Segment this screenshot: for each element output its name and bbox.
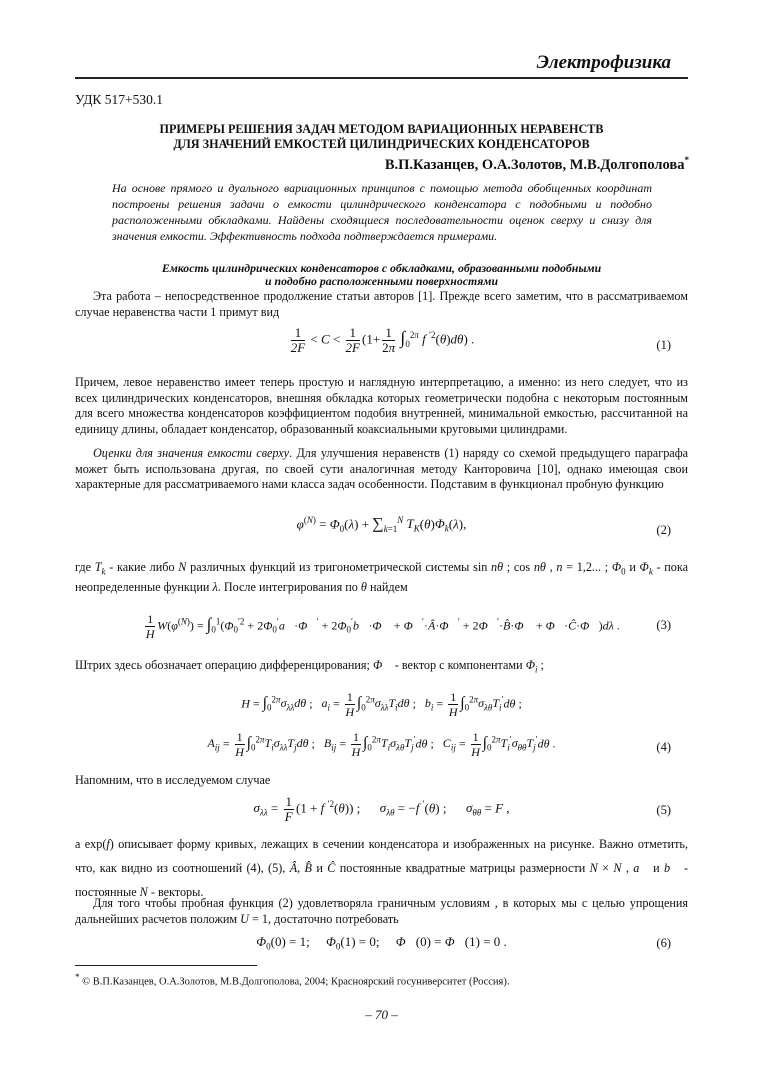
upper-bounds-text: . Для улучшения неравенств (1) наряду со схемой предыдущего параграфа может быть использована другая, по своей сути аналогичная методу Канторовича [10], однако имеющая свои характерные для рассматриваемого нами класса задач особенности. Подставим в функционал пробную функцию xyxy=(75,446,689,492)
text-constant: - постоянные xyxy=(75,861,689,899)
equation-number-5: (5) xyxy=(656,803,671,817)
text-matrices: постоянные квадратные матрицы размерности xyxy=(339,861,586,875)
header-rule xyxy=(75,77,688,79)
text-trig-system: различных функций из тригонометрической системы xyxy=(190,560,470,574)
equation-1: $\frac{1}{2F}$ < C < $\frac{1}{2F}$ (1+ $\frac{1}{2\pi}$ $\int_0^{2\pi}$ f $^{'2}$(θ)dθ) . xyxy=(290,325,475,355)
paragraph-matrices: а exp(f) описывает форму кривых, лежащих в сечении конденсатора и изображенных на рисунке. Важно отметить, что, как видно из соотношений (4), (5), Â, B̂ и Ĉ постоянные квадратные матрицы размерности N × N , a⃗ и b⃗ - постоянные N - векторы. xyxy=(75,837,689,899)
text-where: где xyxy=(75,560,92,574)
journal-section-title: Электрофизика xyxy=(536,52,671,73)
paragraph-upper-bounds xyxy=(75,446,688,493)
text-describes: описывает форму кривых, лежащих в сечении конденсатора и изображенных на рисунке. Важно отметить, что, как видно из соотношений (4), (5), xyxy=(75,837,688,875)
page-number: – 70 – xyxy=(365,1007,398,1022)
paragraph-prime: Штрих здесь обозначает операцию дифференцирования; Φ⃗ - вектор с компонентами $\Phi_i$ ; xyxy=(75,658,544,675)
paragraph-intro: Эта работа – непосредственное продолжение статьи авторов [1]. Прежде всего заметим, что в рассматриваемом случае неравенства части 1 примут вид xyxy=(75,289,688,319)
text-require: , достаточно потребовать xyxy=(268,911,399,926)
paragraph-interpretation: Причем, левое неравенство имеет теперь простую и наглядную интерпретацию, а именно: из него следует, что из всех цилиндрических конденсаторов, внешняя обкладка которых геометрически подобна с некоторым постоянным для всего множества конденсаторов коэффициентом подобия внутренней, минимальной емкостью, рассчитанной на единицу длины, обладает конденсатор, образованный коаксиальными круговыми цилиндрами. xyxy=(75,375,688,436)
equation-3: $\frac{1}{H}$ $W(\varphi^{(N)}) = \int_0^1(\Phi_0^{'2}$ + $2\Phi_0'a⃗\cdot\Phi⃗'$ + $2\Phi_0'b⃗\cdot\Phi⃗$ + Φ⃗′·Â·Φ⃗′ + 2Φ⃗′·B̂·Φ⃗ + Φ⃗·Ĉ·Φ⃗)dλ . xyxy=(145,612,620,641)
text-vector: - вектор с компонентами xyxy=(394,658,523,672)
udk-code: УДК 517+530.1 xyxy=(75,92,164,107)
text-vectors: - векторы. xyxy=(150,885,204,899)
equation-4a: $H = \int_0^{2\pi}\sigma_{\lambda\lambda}d\theta$ ; $a_i$ = $\frac{1}{H}$ $\int_0^{2\pi}\sigma_{\lambda\lambda}T_id\theta$ ; $b_i$ = $\frac{1}{H}$ $\int_0^{2\pi}\sigma_{\lambda\theta}T_i'd\theta$ ; xyxy=(241,690,522,719)
authors xyxy=(385,155,689,174)
paragraph-trial-functions: где $T_k$ - какие либо N различных функций из тригонометрической системы sin nθ ; cos nθ , n = 1,2... ; $\Phi_0$ и $\Phi_k$ - пока неопределенные функции λ. После интегрирования по θ найдем xyxy=(75,560,689,595)
text-find: найдем xyxy=(369,580,408,595)
footnote-rule xyxy=(75,965,257,966)
upper-bounds-heading: Оценки для значения емкости сверху xyxy=(93,446,290,460)
text-and: а xyxy=(75,837,81,851)
paper-title-line-2: ДЛЯ ЗНАЧЕНИЙ ЕМКОСТЕЙ ЦИЛИНДРИЧЕСКИХ КОНДЕНСАТОРОВ xyxy=(173,137,590,151)
equation-5: $\sigma_{\lambda\lambda}$ = $\frac{1}{F}$ (1 + f $^{'2}$(θ)) ; $\sigma_{\lambda\theta} = -f$ ′(θ) ; $\sigma_{\theta\theta} = F$ , xyxy=(253,794,510,824)
text-prime: Штрих здесь обозначает операцию дифференцирования; xyxy=(75,658,370,672)
section-heading-line-2: и подобно расположенными поверхностями xyxy=(265,274,498,288)
equation-number-4: (4) xyxy=(656,740,671,754)
text-boundary: Для того чтобы пробная функция (2) удовлетворяла граничным условиям , в которых мы с целью упрощения дальнейших расчетов положим xyxy=(75,896,688,926)
text-after-integration: . После интегрирования по xyxy=(217,580,358,595)
paper-title-line-1: ПРИМЕРЫ РЕШЕНИЯ ЗАДАЧ МЕТОДОМ ВАРИАЦИОННЫХ НЕРАВЕНСТВ xyxy=(159,122,604,136)
footnote-text: © В.П.Казанцев, О.А.Золотов, М.В.Долгополова, 2004; Красноярский госуниверситет (Россия). xyxy=(82,976,510,988)
equation-4b: $A_{ij}$ = $\frac{1}{H}$ $\int_0^{2\pi}T_i\sigma_{\lambda\lambda}T_jd\theta$ ; $B_{ij}$ = $\frac{1}{H}$ $\int_0^{2\pi}T_i\sigma_{\lambda\theta}T_j'd\theta$ ; $C_{ij}$ = $\frac{1}{H}$ $\int_0^{2\pi}T_i'\sigma_{\theta\theta}T_j'd\theta$ . xyxy=(207,730,556,759)
equation-number-6: (6) xyxy=(656,936,671,950)
equation-number-2: (2) xyxy=(656,523,671,537)
footnote xyxy=(75,972,509,988)
authors-footnote-mark: * xyxy=(684,155,689,165)
footnote-mark: * xyxy=(75,972,80,982)
equation-number-3: (3) xyxy=(656,618,671,632)
abstract: На основе прямого и дуального вариационных принципов с помощью метода обобщенных координат построены решения задачи о емкости цилиндрического конденсатора с подобными и подобно расположенными обкладками. Найдены сходящиеся последовательности оценок сверху и снизу для значения емкости. Эффективность подхода подтверждается примерами. xyxy=(112,181,652,243)
paragraph-boundary: Для того чтобы пробная функция (2) удовлетворяла граничным условиям , в которых мы с целью упрощения дальнейших расчетов положим U = 1, достаточно потребовать xyxy=(75,896,688,926)
section-heading-line-1: Емкость цилиндрических конденсаторов с обкладками, образованными подобными xyxy=(161,261,602,275)
equation-6: $\Phi_0(0) = 1$; $\Phi_0(1) = 0$; Φ⃗(0) = Φ⃗(1) = 0 . xyxy=(256,934,507,952)
paragraph-recall: Напомним, что в исследуемом случае xyxy=(75,773,271,787)
equation-number-1: (1) xyxy=(656,338,671,352)
text-undetermined: - пока неопределенные функции xyxy=(75,560,689,595)
equation-2: $\varphi^{(N)} = \Phi_0(\lambda) + \sum_{k=1}^N$ $T_K(\theta)\Phi_k(\lambda)$, xyxy=(296,515,467,534)
authors-names: В.П.Казанцев, О.А.Золотов, М.В.Долгополова xyxy=(384,156,685,173)
text-any: - какие либо xyxy=(109,560,175,574)
